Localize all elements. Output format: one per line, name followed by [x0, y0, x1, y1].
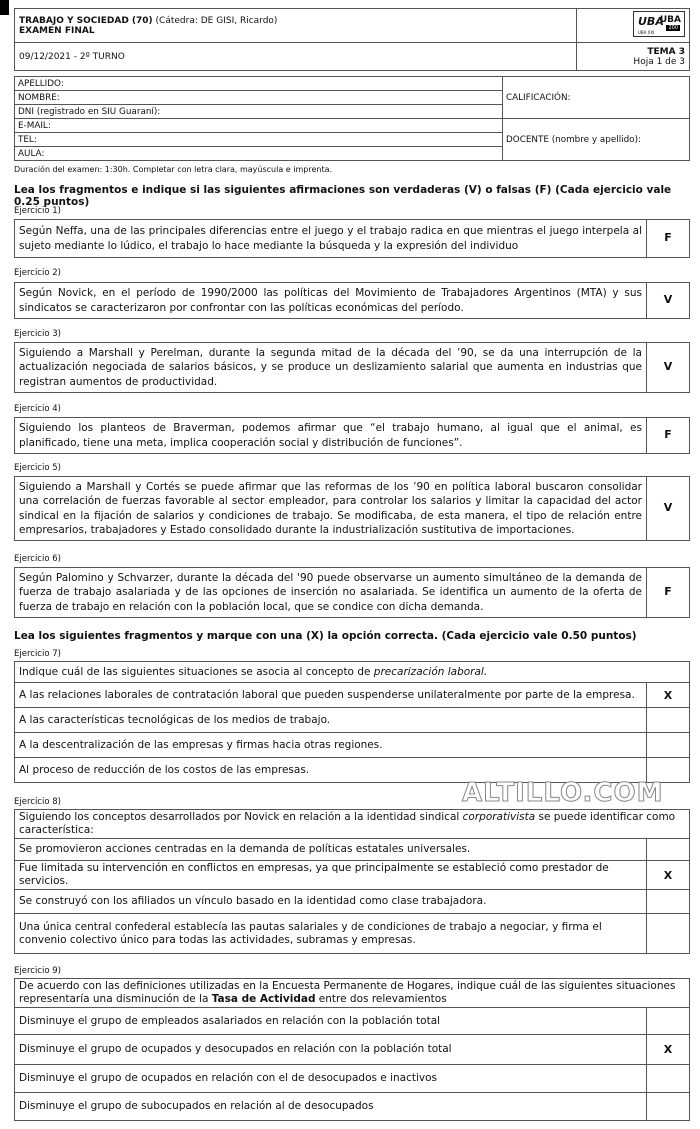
date-cell: [15, 43, 577, 71]
exercise-5: [14, 476, 690, 541]
option-text: Disminuye el grupo de subocupados en relación al de desocupados: [15, 1093, 647, 1121]
exercise-2: [14, 282, 690, 319]
answer-box[interactable]: F: [647, 568, 690, 618]
exercise-label: Ejercicio 1): [14, 206, 61, 216]
option-text: Disminuye el grupo de ocupados en relación con el de desocupados e inactivos: [15, 1065, 647, 1093]
exam-header: [14, 8, 690, 71]
exam-date: 09/12/2021 - 2º TURNO: [19, 51, 125, 62]
answer-box[interactable]: F: [647, 418, 690, 454]
exercise-statement: Según Neffa, una de las principales diferencias entre el juego y el trabajo radica en que mientras el juego interpela al sujeto mediante lo lúdico, el trabajo lo hace mediante la búsqueda y la expresión del individuo: [15, 220, 647, 258]
exercise-prompt: De acuerdo con las definiciones utilizadas en la Encuesta Permanente de Hogares, indique cuál de las siguientes situaciones representaría una disminución de la Tasa de Actividad entre dos relevamientos: [15, 979, 690, 1008]
section2-title: Lea los siguientes fragmentos y marque con una (X) la opción correcta. (Cada ejercicio vale 0.50 puntos): [14, 630, 637, 642]
nombre-field[interactable]: NOMBRE:: [15, 91, 503, 105]
exercise-9: [14, 978, 690, 1121]
option-text: A las características tecnológicas de los medios de trabajo.: [15, 708, 647, 733]
duration-note: Duración del examen: 1:30h. Completar con letra clara, mayúscula e imprenta.: [14, 165, 333, 174]
watermark: ALTILLO.COM: [462, 778, 664, 808]
exercise-prompt: Siguiendo los conceptos desarrollados por Novick en relación a la identidad sindical corporativista se puede identificar como característica:: [15, 810, 690, 839]
option-mark-box[interactable]: [647, 1008, 690, 1035]
dni-field[interactable]: DNI (registrado en SIU Guaraní):: [15, 105, 503, 119]
calificacion-field[interactable]: CALIFICACIÓN:: [503, 77, 690, 119]
answer-box[interactable]: V: [647, 343, 690, 393]
course-chair: (Cátedra: DE GISI, Ricardo): [155, 15, 278, 26]
exercise-label: Ejercicio 9): [14, 966, 61, 976]
exercise-statement: Siguiendo a Marshall y Cortés se puede afirmar que las reformas de los ’90 en política laboral buscaron consolidar una correlación de fuerzas favorable al sector empleador, para controlar los salarios y limitar la capacidad del actor sindical en la fijación de salarios y condiciones de trabajo. Se modificaba, de esta manera, el tipo de relación entre empresarios, trabajadores y Estado consolidado durante la industrialización sustitutiva de importaciones.: [15, 477, 647, 541]
option-text: Fue limitada su intervención en conflictos en empresas, ya que principalmente se estableció como prestador de servicios.: [15, 861, 647, 890]
exercise-label: Ejercicio 5): [14, 463, 61, 473]
option-mark-box[interactable]: [647, 1093, 690, 1121]
exercise-statement: Siguiendo los planteos de Braverman, podemos afirmar que “el trabajo humano, al igual que el animal, es planificado, tiene una meta, implica cooperación social y distribución de funciones”.: [15, 418, 647, 454]
email-field[interactable]: E-MAIL:: [15, 119, 503, 133]
exercise-1: [14, 219, 690, 258]
course-title: TRABAJO Y SOCIEDAD (70): [19, 15, 153, 26]
option-text: Disminuye el grupo de ocupados y desocupados en relación con la población total: [15, 1035, 647, 1065]
section1-title: Lea los fragmentos e indique si las siguientes afirmaciones son verdaderas (V) o falsas (F) (Cada ejercicio vale 0.25 puntos): [14, 184, 672, 208]
answer-box[interactable]: V: [647, 477, 690, 541]
exam-type: EXAMEN FINAL: [19, 25, 95, 36]
option-text: Disminuye el grupo de empleados asalariados en relación con la población total: [15, 1008, 647, 1035]
exercise-6: [14, 567, 690, 618]
option-mark-box[interactable]: [647, 839, 690, 861]
answer-box[interactable]: V: [647, 283, 690, 319]
exercise-label: Ejercicio 6): [14, 554, 61, 564]
answer-box[interactable]: F: [647, 220, 690, 258]
option-mark-box[interactable]: [647, 733, 690, 758]
aula-field[interactable]: AULA:: [15, 147, 503, 161]
exercise-label: Ejercicio 3): [14, 329, 61, 339]
option-text: Se promovieron acciones centradas en la demanda de políticas estatales universales.: [15, 839, 647, 861]
exercise-3: [14, 342, 690, 393]
exercise-label: Ejercicio 7): [14, 649, 61, 659]
exercise-label: Ejercicio 4): [14, 404, 61, 414]
option-text: Una única central confederal establecía las pautas salariales y de condiciones de trabajo a negociar, y firma el convenio colectivo único para todas las actividades, subramas y empresas.: [15, 914, 647, 954]
student-info-table: [14, 76, 690, 161]
option-text: A la descentralización de las empresas y firmas hacia otras regiones.: [15, 733, 647, 758]
option-text: A las relaciones laborales de contratación laboral que pueden suspenderse unilateralmente por parte de la empresa.: [15, 683, 647, 708]
exercise-statement: Siguiendo a Marshall y Perelman, durante la segunda mitad de la década del ’90, se da una interrupción de la actualización negociada de salarios básicos, y se produce un deslizamiento salarial que aumenta en industrias que registran aumentos de productividad.: [15, 343, 647, 393]
option-mark-box[interactable]: [647, 708, 690, 733]
corner-mark: [0, 0, 9, 15]
tema-cell: [577, 43, 690, 71]
exercise-4: [14, 417, 690, 454]
option-mark-box[interactable]: X: [647, 1035, 690, 1065]
option-mark-box[interactable]: [647, 890, 690, 914]
exercise-prompt: Indique cuál de las siguientes situaciones se asocia al concepto de precarización laboral.: [15, 662, 690, 683]
page-count: Hoja 1 de 3: [633, 56, 685, 67]
option-mark-box[interactable]: [647, 914, 690, 954]
apellido-field[interactable]: APELLIDO:: [15, 77, 503, 91]
tema-label: TEMA 3: [647, 46, 685, 57]
course-cell: [15, 9, 577, 43]
exercise-8: [14, 809, 690, 954]
docente-field[interactable]: DOCENTE (nombre y apellido):: [503, 119, 690, 161]
tel-field[interactable]: TEL:: [15, 133, 503, 147]
option-mark-box[interactable]: [647, 1065, 690, 1093]
exercise-label: Ejercicio 8): [14, 797, 61, 807]
exercise-label: Ejercicio 2): [14, 268, 61, 278]
option-text: Se construyó con los afiliados un vínculo basado en la identidad como clase trabajadora.: [15, 890, 647, 914]
logo-cell: [577, 9, 690, 43]
exercise-statement: Según Palomino y Schvarzer, durante la década del '90 puede observarse un aumento simultáneo de la demanda de fuerza de trabajo asalariada y de las opciones de inserción no asalariada. Se identifica un aumento de la oferta de fuerza de trabajo en relación con la población local, que se condice con dicha demanda.: [15, 568, 647, 618]
option-mark-box[interactable]: X: [647, 683, 690, 708]
exercise-7: [14, 661, 690, 783]
uba-logo-icon: UBA UBA 200 UBA XXI: [633, 11, 685, 37]
option-text: Al proceso de reducción de los costos de las empresas.: [15, 758, 647, 783]
exercise-statement: Según Novick, en el período de 1990/2000 las políticas del Movimiento de Trabajadores Argentinos (MTA) y sus sindicatos se caracterizaron por confrontar con las políticas económicas del período.: [15, 283, 647, 319]
option-mark-box[interactable]: X: [647, 861, 690, 890]
